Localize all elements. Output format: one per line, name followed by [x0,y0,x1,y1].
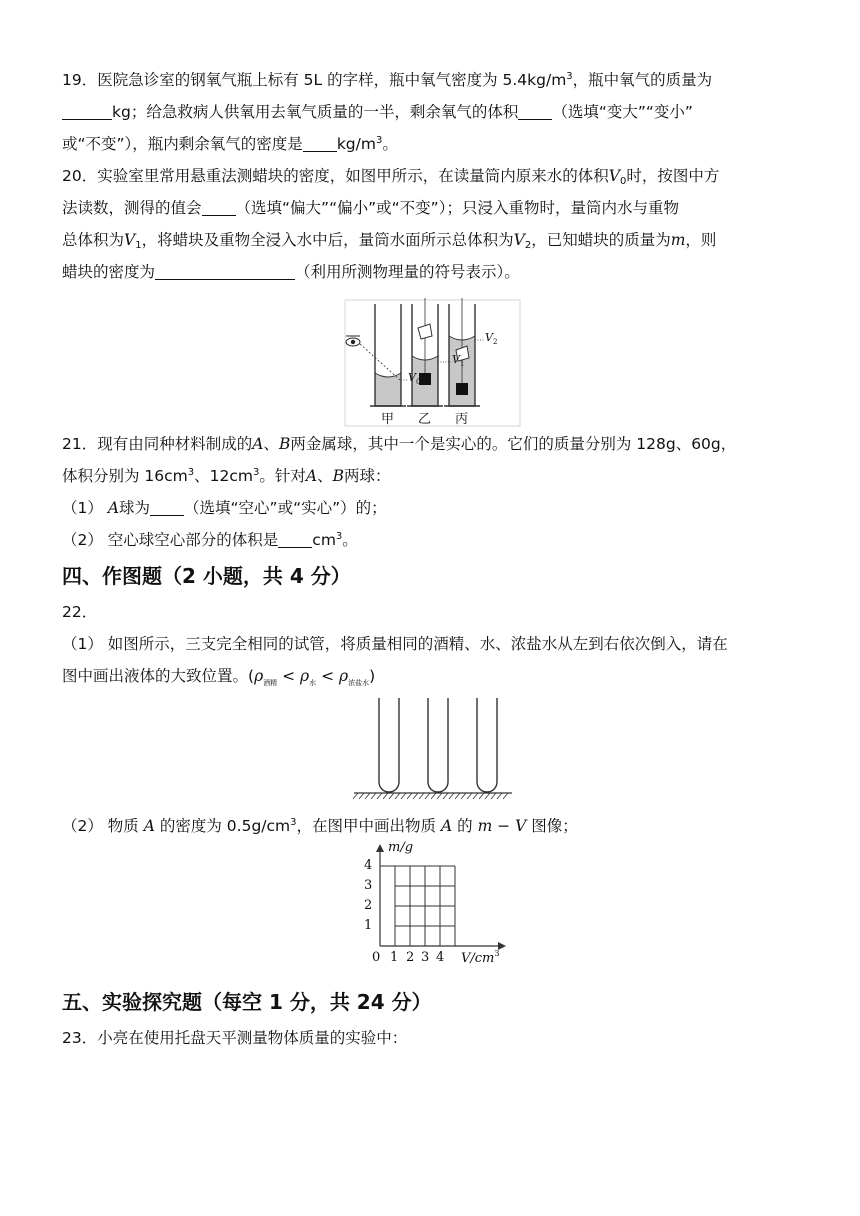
caption-jia: 甲 [381,412,395,427]
symbol: m [670,231,686,249]
answer-blank[interactable] [150,499,184,516]
wax-block-b [418,324,432,339]
sub: 浓盐水 [348,679,370,687]
q22-text: 图中画出液体的大致位置。( [62,667,255,685]
x-tick-4: 4 [436,950,445,965]
question-22 [62,596,807,980]
symbol: V [608,167,620,185]
q20-text: ，已知蜡块的质量为 [531,231,671,249]
answer-blank[interactable] [62,103,112,120]
q21-text: 体积分别为 16cm [62,467,188,485]
q21-text: 、 [317,467,333,485]
sub: 0 [619,176,627,187]
rho-symbol: ρ [339,667,349,685]
q21-text: 21．现有由同种材料制成的 [62,435,253,453]
question-19 [62,64,807,160]
sup: 3 [566,71,573,82]
symbol: A [252,435,264,453]
test-tube-right [477,698,497,792]
symbol: A [305,467,318,485]
y-axis-label: m/g [388,840,414,855]
graph-grid [395,866,455,946]
q19-text: kg/m [336,135,376,153]
symbol: B [332,467,345,485]
q20-text: 总体积为 [62,231,125,249]
sup: 3 [375,135,383,146]
q22-text: 的 [457,817,473,835]
q19-text: 19．医院急诊室的钢氧气瓶上标有 5L 的字样，瓶中氧气密度为 5.4kg/m [62,71,567,89]
y-axis-arrow [376,844,384,852]
q22-text: （1） 如图所示，三支完全相同的试管，将质量相同的酒精、水、浓盐水从左到右依次倒入，请在 [62,635,728,653]
origin-label: 0 [372,950,381,965]
x-tick-2: 2 [406,950,415,965]
sub: 酒精 [263,679,278,687]
rho-symbol: ρ [254,667,264,685]
symbol: A [143,817,155,835]
mv-symbol: m − V [477,817,527,835]
x-tick-1: 1 [390,950,399,965]
sub: 水 [309,679,317,687]
q21-text: （1） [62,499,103,517]
q20-text: ，则 [685,231,717,249]
question-20 [62,160,807,434]
cylinder-c [444,298,480,406]
label-v0: $V_0$ [408,371,421,386]
answer-blank[interactable] [278,531,312,548]
test-tube-middle [428,698,448,792]
answer-blank[interactable] [303,135,337,152]
x-tick-3: 3 [421,950,430,965]
q20-text: 时，按图中方 [626,167,720,185]
symbol: A [440,817,453,835]
q21-text: 、12cm [194,467,254,485]
caption-yi: 乙 [418,412,432,427]
q22-number: 22． [62,603,98,621]
rho-symbol: ρ [300,667,310,685]
symbol: V [124,231,136,249]
q20-text: 20．实验室里常用悬重法测蜡块的密度，如图甲所示，在读量筒内原来水的体积 [62,167,609,185]
label-v1: $V_1$ [452,353,465,368]
y-tick-2: 2 [364,898,373,913]
q19-text: kg；给急救病人供氧用去氧气质量的一半，剩余氧气的体积 [112,103,519,121]
q22-text: ) [369,667,376,685]
q19-text: ，瓶中氧气的质量为 [572,71,713,89]
answer-blank[interactable] [155,263,295,280]
symbol: V [513,231,525,249]
mv-graph-svg [62,842,807,980]
question-21 [62,428,807,556]
q20-text: 蜡块的密度为 [62,263,156,281]
x-axis-label: $V/cm^3$ [461,949,500,966]
q20-text: （选填“偏大”“偏小”或“不变”）；只浸入重物时，量筒内水与重物 [235,199,679,217]
q22-text: ，在图甲中画出物质 [296,817,437,835]
q21-text: 、 [263,435,279,453]
test-tube-svg [62,692,807,814]
q19-text: 或“不变”），瓶内剩余氧气的密度是 [62,135,303,153]
q20-text: ，将蜡块及重物全浸入水中后，量筒水面所示总体积为 [141,231,514,249]
cylinder-figure [62,294,807,434]
q23-text: 23．小亮在使用托盘天平测量物体质量的实验中： [62,1029,408,1047]
q22-text: 图像； [531,817,578,835]
q22-text: 的密度为 0.5g/cm [159,817,291,835]
q21-text: 两球： [344,467,391,485]
lt-sign: < [316,667,339,685]
q19-text: （选填“变大”“变小” [552,103,693,121]
water-a [375,373,401,406]
test-tube-left [379,698,399,792]
sup: 3 [187,467,195,478]
q19-text: 。 [382,135,398,153]
mv-graph [62,842,807,980]
weight-c [456,383,468,395]
sup: 3 [253,467,260,478]
section-5-title: 五、实验探究题（每空 1 分，共 24 分） [62,990,432,1014]
sub: 1 [135,240,142,251]
cylinder-b [407,298,443,406]
question-23 [62,1022,807,1054]
q21-text: 。 [342,531,358,549]
q21-text: （2） 空心球空心部分的体积是 [62,531,279,549]
q21-text: （选填“空心”或“实心”）的； [184,499,387,517]
y-tick-1: 1 [364,918,373,933]
symbol: A [107,499,120,517]
exam-page [62,64,807,1054]
q21-text: 两金属球，其中一个是实心的。它们的质量分别为 128g、60g， [290,435,737,453]
q21-text: 球为 [119,499,151,517]
lt-sign: < [277,667,301,685]
q20-text: 法读数，测得的值会 [62,199,202,217]
q22-text: （2） 物质 [62,817,139,835]
eye-icon [346,336,360,346]
q21-text: 。针对 [259,467,306,485]
test-tube-figure [62,692,807,814]
sub: 2 [524,240,532,251]
cylinder-a [370,304,406,406]
sup: 3 [335,531,343,542]
caption-bing: 丙 [455,412,469,427]
label-v2: $V_2$ [485,331,498,346]
section-4-title: 四、作图题（2 小题，共 4 分） [62,564,351,588]
q20-text: （利用所测物理量的符号表示）。 [295,263,520,281]
answer-blank[interactable] [202,199,236,216]
q21-text: cm [312,531,336,549]
ground-hatch [353,793,508,799]
cylinder-svg [62,294,807,434]
y-tick-3: 3 [364,878,373,893]
answer-blank[interactable] [518,103,552,120]
sup: 3 [290,817,297,828]
y-tick-4: 4 [364,858,373,873]
symbol: B [278,435,291,453]
weight-b [419,373,431,385]
